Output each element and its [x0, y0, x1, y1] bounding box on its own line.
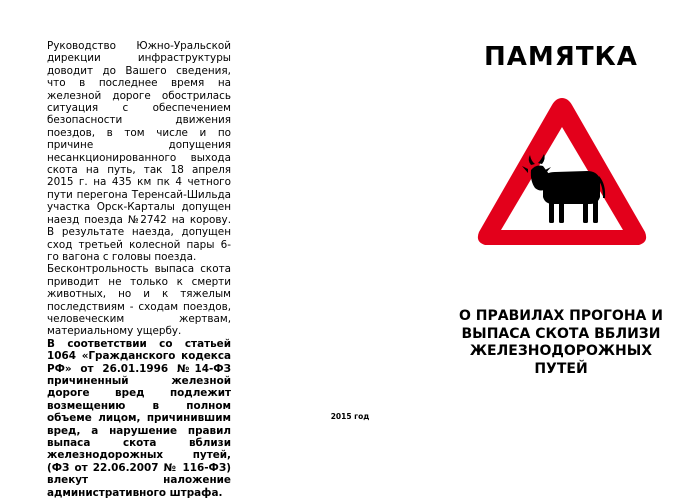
notice-text-column — [47, 40, 231, 499]
notice-paragraph-incident: Руководство Южно-Уральской дирекции инфраструктуры доводит до Вашего сведения, что в последнее время на железной дороге обострилась ситуация с обеспечением безопасности движения поездов, в том числе и по причине допущения несанкционированного выхода скота на путь, так 18 апреля 2015 г. на 435 км пк 4 четного пути перегона Теренсай-Шильда участка Орск-Карталы допущен наезд поезда №2742 на корову. В результате наезда, допущен сход третьей колесной пары 6-го вагона с головы поезда. — [47, 40, 231, 263]
cover-subtitle: О ПРАВИЛАХ ПРОГОНА И ВЫПАСА СКОТА ВБЛИЗИ ЖЕЛЕЗНОДОРОЖНЫХ ПУТЕЙ — [459, 308, 663, 377]
notice-paragraph-consequences: Бесконтрольность выпаса скота приводит не только к смерти животных, но и к тяжелым последствиям - сходам поездов, человеческим жертвам, материальному ущербу. — [47, 263, 231, 338]
cattle-warning-sign-icon — [473, 92, 651, 254]
notice-paragraph-legal: В соответствии со статьей 1064 «Гражданского кодекса РФ» от 26.01.1996 №14-ФЗ причиненный железной дороге вред подлежит возмещению в полном объеме лицом, причинившим вред, а нарушение правил выпаса скота вблизи железнодорожных путей, (ФЗ от 22.06.2007 № 116-ФЗ) влекут наложение административного штрафа. — [47, 337, 231, 499]
publication-year: 2015 год — [330, 412, 370, 421]
page-title: ПАМЯТКА — [484, 42, 638, 72]
